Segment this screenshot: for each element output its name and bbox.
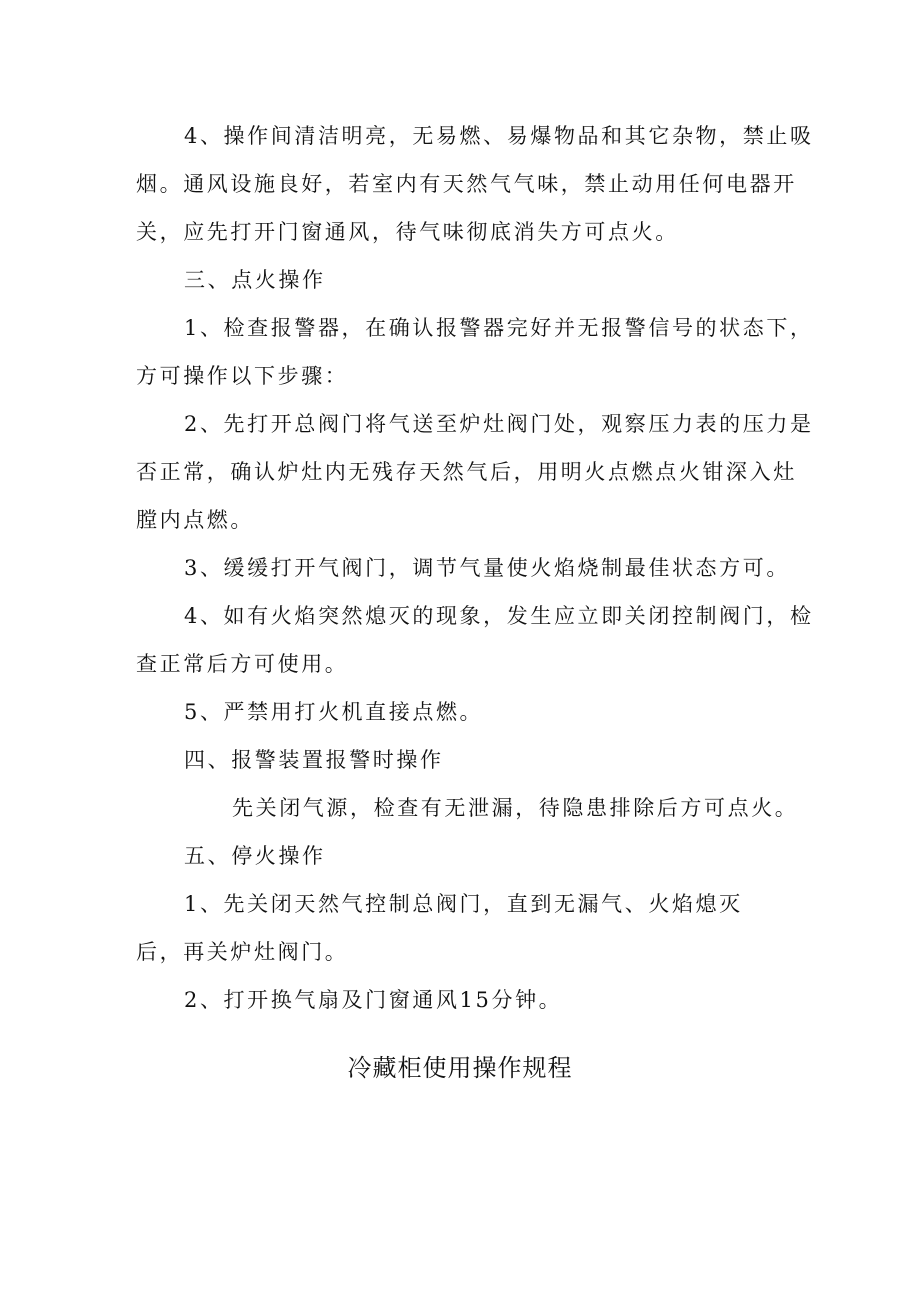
section-heading-ignition: 三、点火操作 [184, 268, 326, 292]
paragraph-line: 1、检查报警器，在确认报警器完好并无报警信号的状态下， [184, 316, 814, 340]
paragraph-line: 查正常后方可使用。 [136, 652, 349, 676]
paragraph-line: 3、缓缓打开气阀门，调节气量使火焰烧制最佳状态方可。 [184, 556, 790, 580]
section-heading-alarm: 四、报警装置报警时操作 [184, 748, 444, 772]
paragraph-line: 1、先关闭天然气控制总阀门，直到无漏气、火焰熄灭 [184, 892, 743, 916]
paragraph-line: 关，应先打开门窗通风，待气味彻底消失方可点火。 [136, 220, 679, 244]
paragraph-line: 4、如有火焰突然熄灭的现象，发生应立即关闭控制阀门，检 [184, 604, 814, 628]
paragraph-line: 4、操作间清洁明亮，无易燃、易爆物品和其它杂物，禁止吸 [184, 124, 814, 148]
document-body [136, 112, 814, 1024]
paragraph-line: 方可操作以下步骤： [136, 364, 349, 388]
section-title: 冷藏柜使用操作规程 [347, 1054, 573, 1082]
paragraph-line: 烟。通风设施良好，若室内有天然气气味，禁止动用任何电器开 [136, 172, 797, 196]
paragraph-line: 先关闭气源，检查有无泄漏，待隐患排除后方可点火。 [232, 796, 799, 820]
paragraph-line: 否正常，确认炉灶内无残存天然气后，用明火点燃点火钳深入灶 [136, 460, 797, 484]
paragraph-line: 2、打开换气扇及门窗通风15分钟。 [184, 988, 563, 1012]
paragraph-line: 2、先打开总阀门将气送至炉灶阀门处，观察压力表的压力是 [184, 412, 814, 436]
section-heading-shutdown: 五、停火操作 [184, 844, 326, 868]
paragraph-line: 后，再关炉灶阀门。 [136, 940, 349, 964]
paragraph-line: 5、严禁用打火机直接点燃。 [184, 700, 484, 724]
paragraph-line: 膛内点燃。 [136, 508, 254, 532]
